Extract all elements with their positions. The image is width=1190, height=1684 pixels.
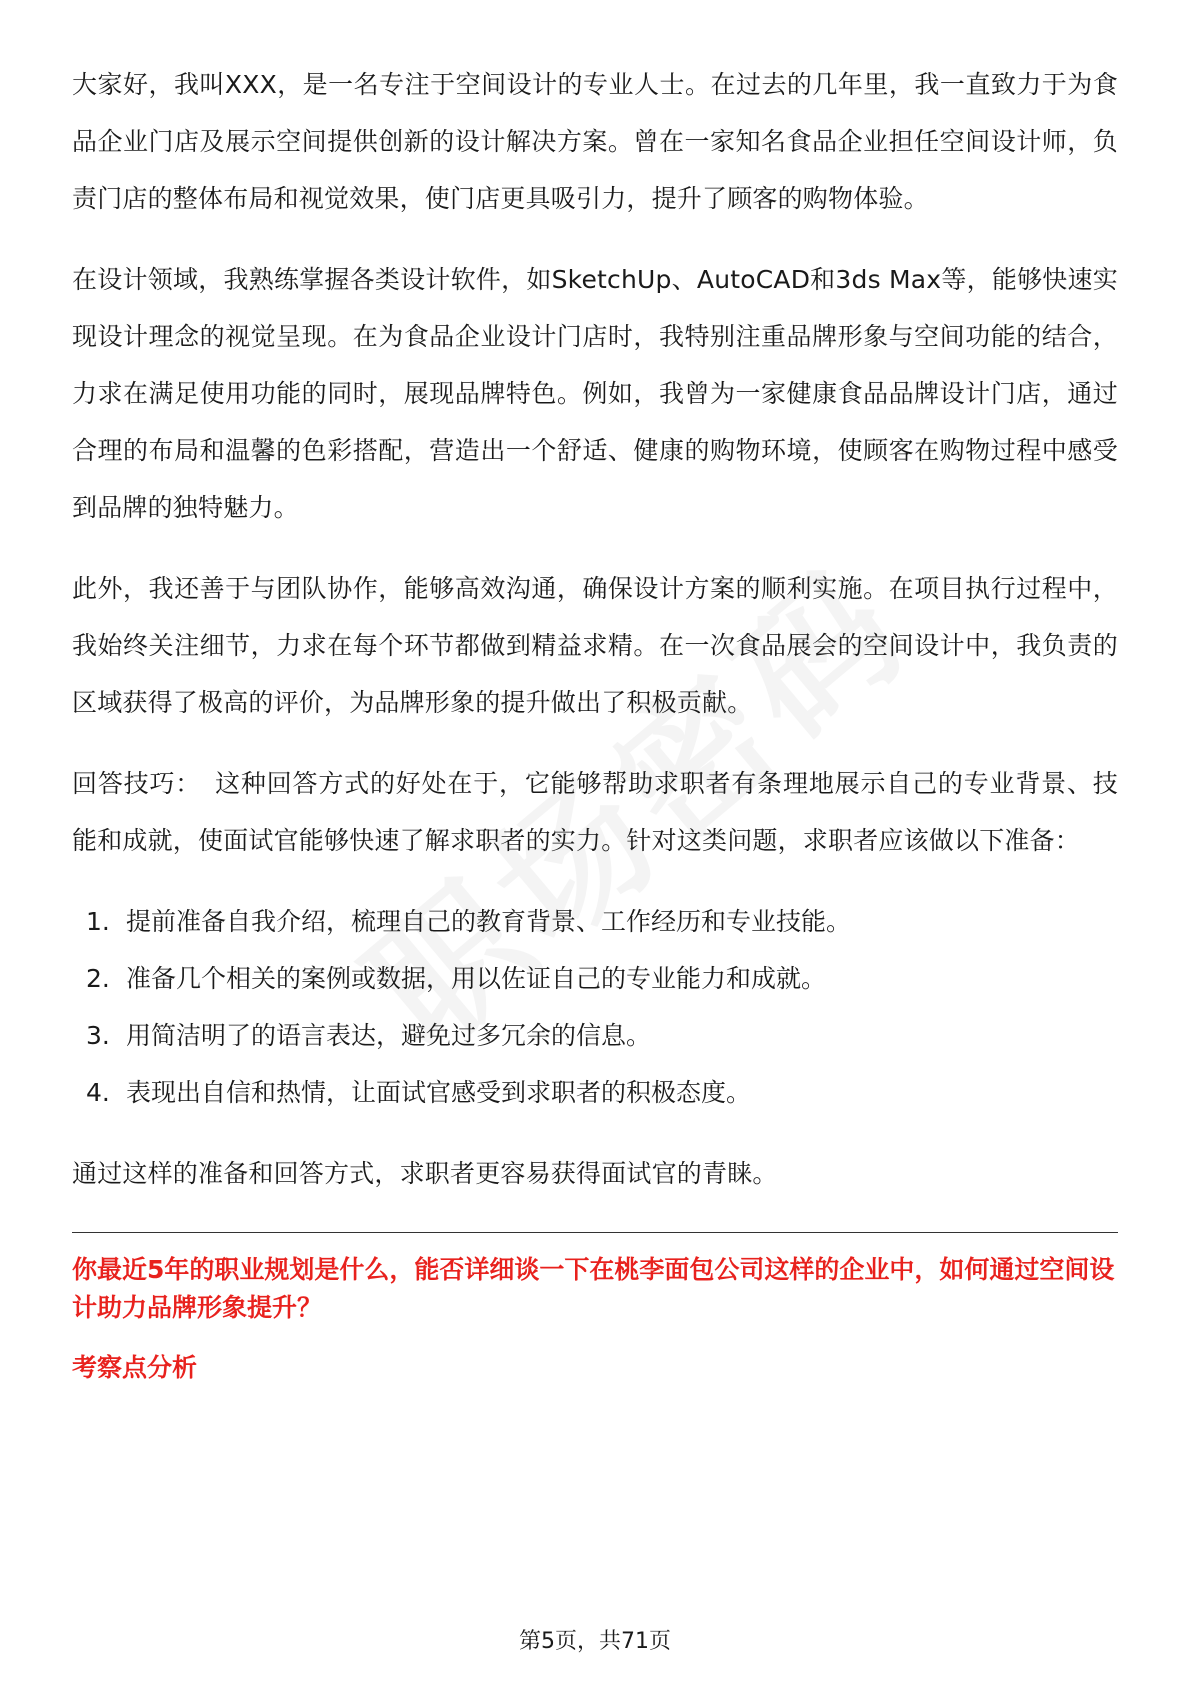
list-item [72,1007,1118,1064]
conclusion-paragraph: 通过这样的准备和回答方式，求职者更容易获得面试官的青睐。 [72,1159,778,1188]
list-item-number: 4. [86,1078,110,1107]
list-item [72,893,1118,950]
question-heading: 你最近5年的职业规划是什么，能否详细谈一下在桃李面包公司这样的企业中，如何通过空间设计助力品牌形象提升？ [72,1255,1115,1322]
list-item-number: 3. [86,1021,110,1050]
intro-paragraph: 大家好，我叫XXX，是一名专注于空间设计的专业人士。在过去的几年里，我一直致力于为食品企业门店及展示空间提供创新的设计解决方案。曾在一家知名食品企业担任空间设计师，负责门店的整体布局和视觉效果，使门店更具吸引力，提升了顾客的购物体验。 [72,70,1118,213]
analysis-heading: 考察点分析 [72,1353,198,1382]
section-divider [72,1232,1118,1233]
tips-list [72,893,1118,1121]
teamwork-paragraph: 此外，我还善于与团队协作，能够高效沟通，确保设计方案的顺利实施。在项目执行过程中，我始终关注细节，力求在每个环节都做到精益求精。在一次食品展会的空间设计中，我负责的区域获得了极高的评价，为品牌形象的提升做出了积极贡献。 [72,574,1118,717]
list-item-text: 用简洁明了的语言表达，避免过多冗余的信息。 [126,1021,652,1050]
skills-paragraph: 在设计领域，我熟练掌握各类设计软件，如SketchUp、AutoCAD和3ds Max等，能够快速实现设计理念的视觉呈现。在为食品企业设计门店时，我特别注重品牌形象与空间功能的结合，力求在满足使用功能的同时，展现品牌特色。例如，我曾为一家健康食品品牌设计门店，通过合理的布局和温馨的色彩搭配，营造出一个舒适、健康的购物环境，使顾客在购物过程中感受到品牌的独特魅力。 [72,265,1118,522]
tip-label: 回答技巧： [72,769,202,798]
tip-paragraph [72,755,1118,869]
list-item-text: 准备几个相关的案例或数据，用以佐证自己的专业能力和成就。 [126,964,827,993]
list-item-text: 提前准备自我介绍，梳理自己的教育背景、工作经历和专业技能。 [126,907,852,936]
list-item-number: 1. [86,907,110,936]
tip-text: 这种回答方式的好处在于，它能够帮助求职者有条理地展示自己的专业背景、技能和成就，使面试官能够快速了解求职者的实力。针对这类问题，求职者应该做以下准备： [72,769,1118,855]
list-item-text: 表现出自信和热情，让面试官感受到求职者的积极态度。 [126,1078,752,1107]
document-page [72,56,1118,1387]
list-item-number: 2. [86,964,110,993]
list-item [72,950,1118,1007]
list-item [72,1064,1118,1121]
page-footer: 第5页，共71页 [519,1629,671,1654]
